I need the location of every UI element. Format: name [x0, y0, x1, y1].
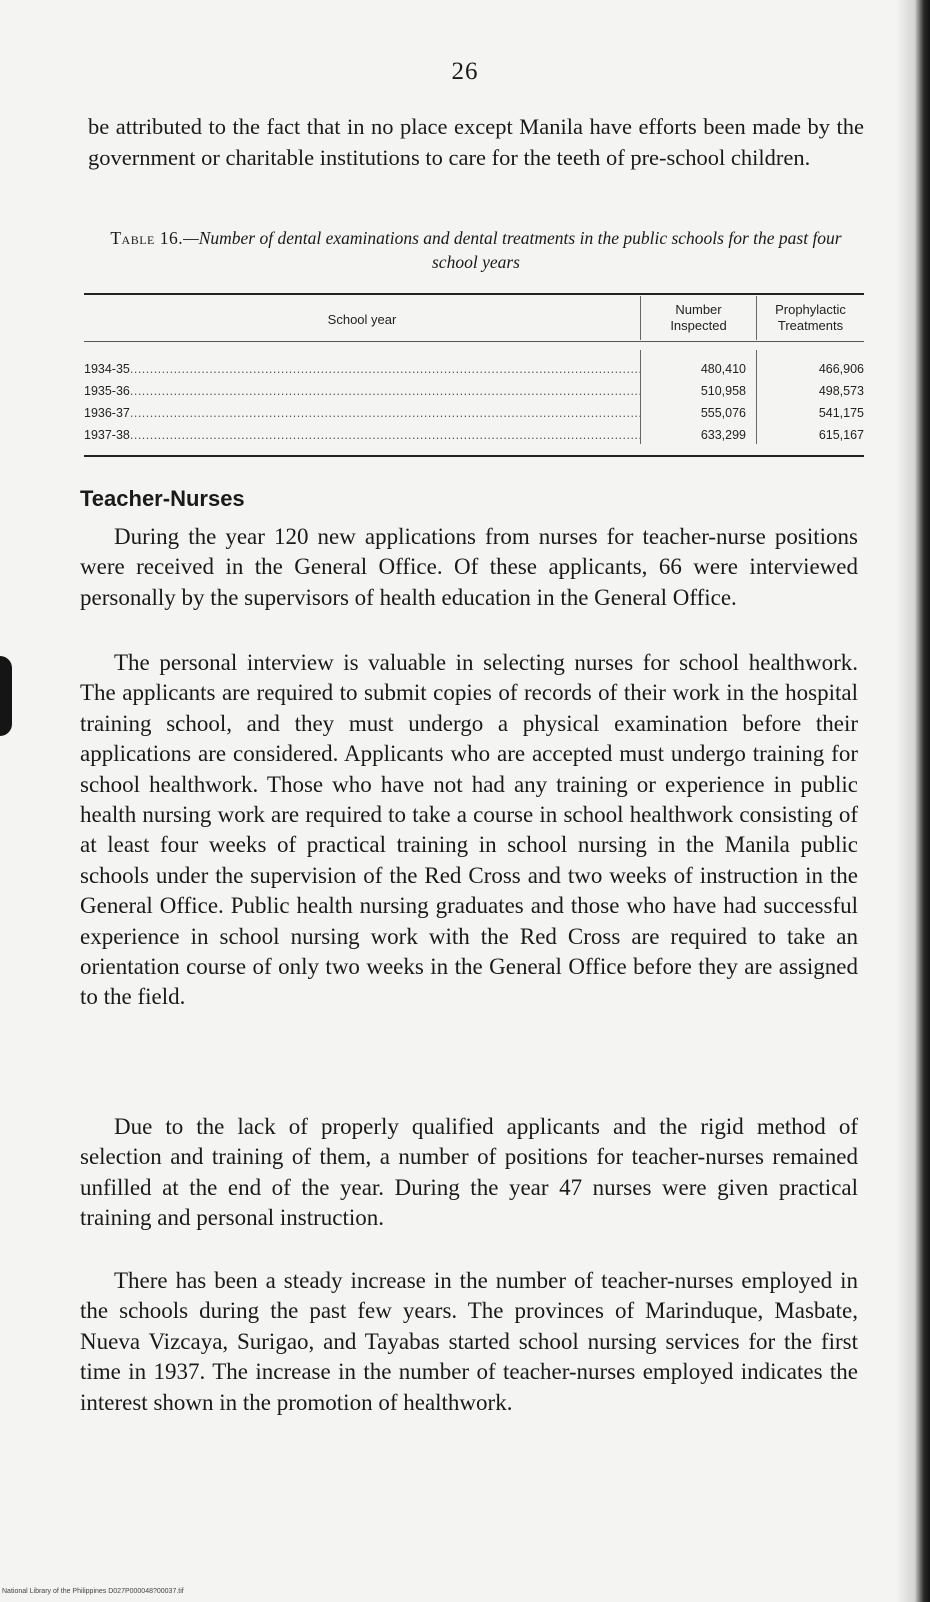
header-number-inspected	[641, 302, 756, 334]
body-paragraph: There has been a steady increase in the number of teacher-nurses employed in the schools during the past few years. The provinces of Marinduque, Masbate, Nueva Vizcaya, Surigao, and Tayabas started school nursing services for the first time in 1937. The increase in the number of teacher-nurses employed indicates the interest shown in the promotion of healthwork.	[80, 1268, 858, 1415]
row-treatments: 498,573	[818, 384, 864, 398]
table-row	[84, 404, 864, 426]
body-paragraph: Due to the lack of properly qualified applicants and the rigid method of selection and training of them, a number of positions for teacher-nurses remained unfilled at the end of the year. During the year 47 nurses were given practical training and personal instruction.	[80, 1114, 858, 1231]
header-treatments-line2: Treatments	[777, 318, 844, 333]
table-caption-text: —Number of dental examinations and dental treatments in the public schools for the past four school years	[183, 228, 842, 272]
body-paragraph: The personal interview is valuable in selecting nurses for school healthwork. The applicants are required to submit copies of records of their work in the hospital training school, and they must undergo a physical examination before their applications are considered. Applicants who are accepted must undergo training for school healthwork. Those who have not had any training or experience in public health nursing work are required to take a course in school healthwork consisting of at least four weeks of practical training in school nursing in the Manila public schools under the supervision of the Red Cross and two weeks of instruction in the General Office. Public health nursing graduates and those who have had successful experience in school nursing work with the Red Cross are required to take an orientation course of only two weeks in the General Office before they are assigned to the field.	[80, 650, 858, 1010]
row-treatments: 466,906	[818, 362, 864, 376]
table-top-rule	[84, 293, 864, 295]
header-treatments-line1: Prophylactic	[775, 302, 846, 317]
row-treatments: 615,167	[818, 428, 864, 442]
table-row	[84, 382, 864, 404]
table-caption	[88, 226, 864, 274]
row-inspected: 633,299	[700, 428, 746, 442]
table-row	[84, 360, 864, 382]
header-prophylactic-treatments	[757, 302, 864, 334]
table-header-rule	[84, 341, 864, 342]
row-year: 1936-37 .....	[84, 406, 640, 420]
header-inspected-line1: Number	[675, 302, 722, 317]
section-heading: Teacher-Nurses	[80, 486, 245, 511]
header-school-year: School year	[327, 312, 397, 327]
table-row	[84, 426, 864, 448]
header-inspected-line2: Inspected	[670, 318, 727, 333]
body-paragraph: During the year 120 new applications from nurses for teacher-nurse positions were received in the General Office. Of these applicants, 66 were interviewed personally by the supervisors of health education in the General Office.	[80, 524, 858, 610]
row-year: 1937-38 .....	[84, 428, 640, 442]
row-treatments: 541,175	[818, 406, 864, 420]
scan-margin-mark	[0, 656, 12, 736]
table-bottom-rule	[84, 455, 864, 457]
page-number: 26	[451, 58, 479, 85]
row-year: 1934-35 .....	[84, 362, 640, 376]
scan-credit: National Library of the Philippines D027P000048?00037.tif	[2, 1588, 184, 1595]
row-inspected: 555,076	[700, 406, 746, 420]
lead-paragraph: be attributed to the fact that in no place except Manila have efforts been made by the government or charitable institutions to care for the teeth of pre-school children.	[88, 114, 864, 170]
row-inspected: 480,410	[700, 362, 746, 376]
row-year: 1935-36 .....	[84, 384, 640, 398]
table-caption-label: Table 16.	[110, 228, 184, 248]
row-inspected: 510,958	[700, 384, 746, 398]
page-edge-shadow	[896, 0, 930, 1602]
